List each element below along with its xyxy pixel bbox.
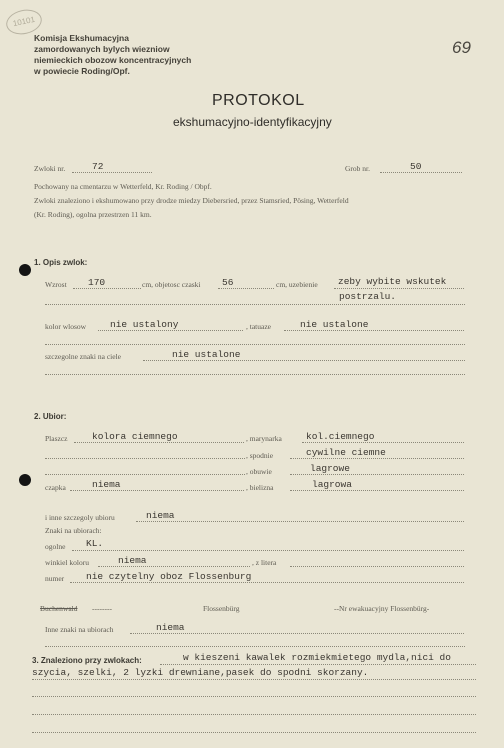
header-line-1: Komisja Ekshumacyjna bbox=[34, 33, 129, 43]
inne-znaki-label: Inne znaki na ubiorach bbox=[45, 625, 114, 634]
blank-line bbox=[32, 732, 476, 733]
marynarka-label: , marynarka bbox=[246, 434, 282, 443]
protocol-title: PROTOKOL bbox=[212, 92, 305, 109]
znaki-ubiorach-label: Znaki na ubiorach: bbox=[45, 526, 102, 535]
archive-stamp: 10101 bbox=[4, 7, 44, 38]
spodnie-label: , spodnie bbox=[246, 451, 274, 460]
wzrost-label: Wzrost bbox=[45, 280, 67, 289]
blank-line bbox=[45, 304, 465, 305]
grob-value: 50 bbox=[410, 161, 422, 172]
winkiel-label: winkiel koloru bbox=[45, 558, 89, 567]
blank-line bbox=[32, 696, 476, 697]
section-3-heading: 3. Znaleziono przy zwlokach: bbox=[32, 656, 142, 665]
objetosc-value: 56 bbox=[222, 277, 234, 288]
plaszcz-line bbox=[74, 442, 244, 443]
tatuaze-value: nie ustalone bbox=[300, 319, 369, 330]
section-3-line-2 bbox=[32, 679, 476, 680]
blank-line bbox=[45, 646, 465, 647]
protocol-subtitle: ekshumacyjno-identyfikacyjny bbox=[173, 115, 332, 129]
uzebienie-value-2: postrzalu. bbox=[339, 291, 397, 302]
kolor-value: nie ustalony bbox=[110, 319, 179, 330]
winkiel-value: niema bbox=[118, 555, 147, 566]
objetosc-label: cm, objetosc czaski bbox=[142, 280, 201, 289]
uzebienie-label: cm, uzebienie bbox=[276, 280, 318, 289]
ogolne-value: KL. bbox=[86, 538, 104, 549]
page-number: 69 bbox=[452, 38, 471, 57]
blank-line bbox=[45, 458, 245, 459]
znaki-value: nie ustalone bbox=[172, 349, 241, 360]
buchenwald-dashes: -------- bbox=[92, 604, 112, 613]
czapka-line bbox=[70, 490, 244, 491]
kolor-line bbox=[98, 330, 243, 331]
inne-value: niema bbox=[146, 510, 175, 521]
section-1-heading: 1. Opis zwlok: bbox=[34, 258, 88, 267]
wzrost-line bbox=[73, 288, 141, 289]
ogolne-line bbox=[72, 550, 464, 551]
spodnie-line bbox=[290, 458, 464, 459]
zwloki-value: 72 bbox=[92, 161, 104, 172]
bielizna-label: , bielizna bbox=[246, 483, 274, 492]
blank-line bbox=[45, 344, 465, 345]
wzrost-value: 170 bbox=[88, 277, 106, 288]
uzebienie-line bbox=[334, 288, 464, 289]
kolor-label: kolor wlosow bbox=[45, 322, 87, 331]
litera-line bbox=[290, 566, 464, 567]
numer-label: numer bbox=[45, 574, 65, 583]
blank-line bbox=[45, 374, 465, 375]
header-line-2: zamordowanych bylych wiezniow bbox=[34, 44, 170, 54]
inne-line bbox=[136, 521, 464, 522]
flossenburg-text: Flossenbürg bbox=[203, 604, 240, 613]
marynarka-value: kol.ciemnego bbox=[306, 431, 375, 442]
zwloki-line bbox=[72, 172, 152, 173]
section-2-heading: 2. Ubior: bbox=[34, 412, 67, 421]
grob-line bbox=[380, 172, 462, 173]
marynarka-line bbox=[302, 442, 464, 443]
bielizna-value: lagrowa bbox=[312, 479, 352, 490]
plaszcz-label: Plaszcz bbox=[45, 434, 68, 443]
litera-label: , z litera bbox=[252, 558, 277, 567]
obuwie-value: lagrowe bbox=[310, 463, 350, 474]
header-line-3: niemieckich obozow koncentracyjnych bbox=[34, 55, 192, 65]
uzebienie-value-1: zeby wybite wskutek bbox=[338, 276, 447, 287]
section-3-text-1: w kieszeni kawalek rozmiekmietego mydla,nici do bbox=[183, 652, 451, 663]
grob-label: Grob nr. bbox=[345, 164, 370, 173]
plaszcz-value: kolora ciemnego bbox=[92, 431, 178, 442]
tatuaze-label: , tatuaze bbox=[246, 322, 271, 331]
section-3-text-2: szycia, szelki, 2 lyzki drewniane,pasek do spodni skorzany. bbox=[32, 667, 369, 678]
burial-line-2: Zwloki znaleziono i ekshumowano przy drodze miedzy Diebersried, przez Stamsried, Pösing, Wetterfeld bbox=[34, 196, 349, 205]
inne-label: i inne szczegoly ubioru bbox=[45, 513, 115, 522]
spodnie-value: cywilne ciemne bbox=[306, 447, 386, 458]
header-line-4: w powiecie Roding/Opf. bbox=[34, 66, 130, 76]
zwloki-label: Zwloki nr. bbox=[34, 164, 66, 173]
czapka-value: niema bbox=[92, 479, 121, 490]
obuwie-label: , obuwie bbox=[246, 467, 272, 476]
punch-hole bbox=[19, 264, 31, 276]
inne-znaki-value: niema bbox=[156, 622, 185, 633]
czapka-label: czapka bbox=[45, 483, 66, 492]
tatuaze-line bbox=[284, 330, 464, 331]
winkiel-line bbox=[98, 566, 250, 567]
obuwie-line bbox=[290, 474, 464, 475]
objetosc-line bbox=[218, 288, 274, 289]
ogolne-label: ogolne bbox=[45, 542, 66, 551]
blank-line bbox=[32, 714, 476, 715]
znaki-label: szczegolne znaki na ciele bbox=[45, 352, 121, 361]
section-3-line-1 bbox=[160, 664, 476, 665]
numer-value: nie czytelny oboz Flossenburg bbox=[86, 571, 252, 582]
punch-hole bbox=[19, 474, 31, 486]
burial-line-1: Pochowany na cmentarzu w Wetterfeld, Kr. Roding / Obpf. bbox=[34, 182, 212, 191]
burial-line-3: (Kr. Roding), ogolna przestrzen 11 km. bbox=[34, 210, 152, 219]
bielizna-line bbox=[290, 490, 464, 491]
buchenwald-text: Buchenwald bbox=[40, 604, 78, 613]
blank-line bbox=[45, 474, 245, 475]
inne-znaki-line bbox=[130, 633, 464, 634]
znaki-line bbox=[143, 360, 465, 361]
ewakuacyjny-text: --Nr ewakuacyjny Flossenbürg- bbox=[334, 604, 430, 613]
numer-line bbox=[70, 582, 464, 583]
